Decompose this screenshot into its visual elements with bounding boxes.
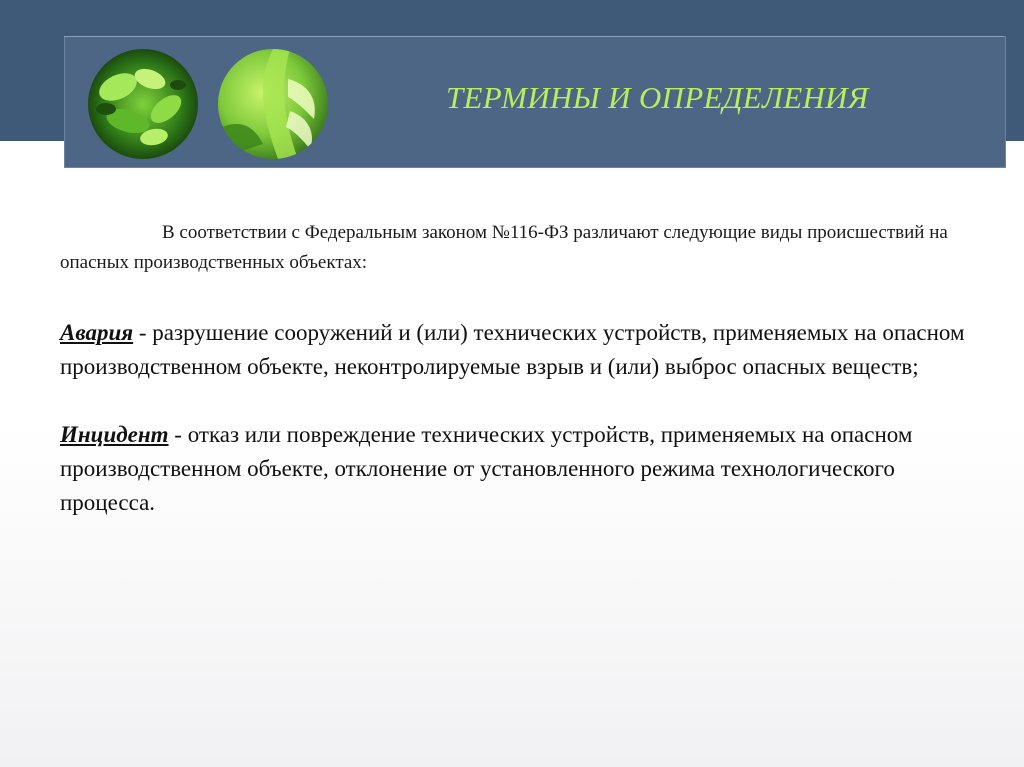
slide-title: ТЕРМИНЫ И ОПРЕДЕЛЕНИЯ	[446, 80, 869, 115]
term-incident: Инцидент	[60, 422, 169, 447]
term-accident: Авария	[60, 320, 134, 345]
intro-paragraph: В соответствии с Федеральным законом №116-ФЗ различают следующие виды происшествий на опасных производственных объектах:	[60, 222, 948, 273]
header-frame-line	[64, 36, 1004, 37]
green-plant-closeup-photo	[218, 49, 328, 159]
definition-incident: - отказ или повреждение технических устройств, применяемых на опасном производственном объекте, отклонение от установленного режима технологического процесса.	[60, 422, 913, 515]
green-leaves-photo	[88, 49, 198, 159]
term-definition-incident	[60, 418, 990, 520]
slide-body	[60, 218, 990, 520]
term-definition-accident	[60, 316, 990, 384]
definition-accident: - разрушение сооружений и (или) технических устройств, применяемых на опасном производственном объекте, неконтролируемые взрыв и (или) выброс опасных веществ;	[60, 320, 965, 379]
